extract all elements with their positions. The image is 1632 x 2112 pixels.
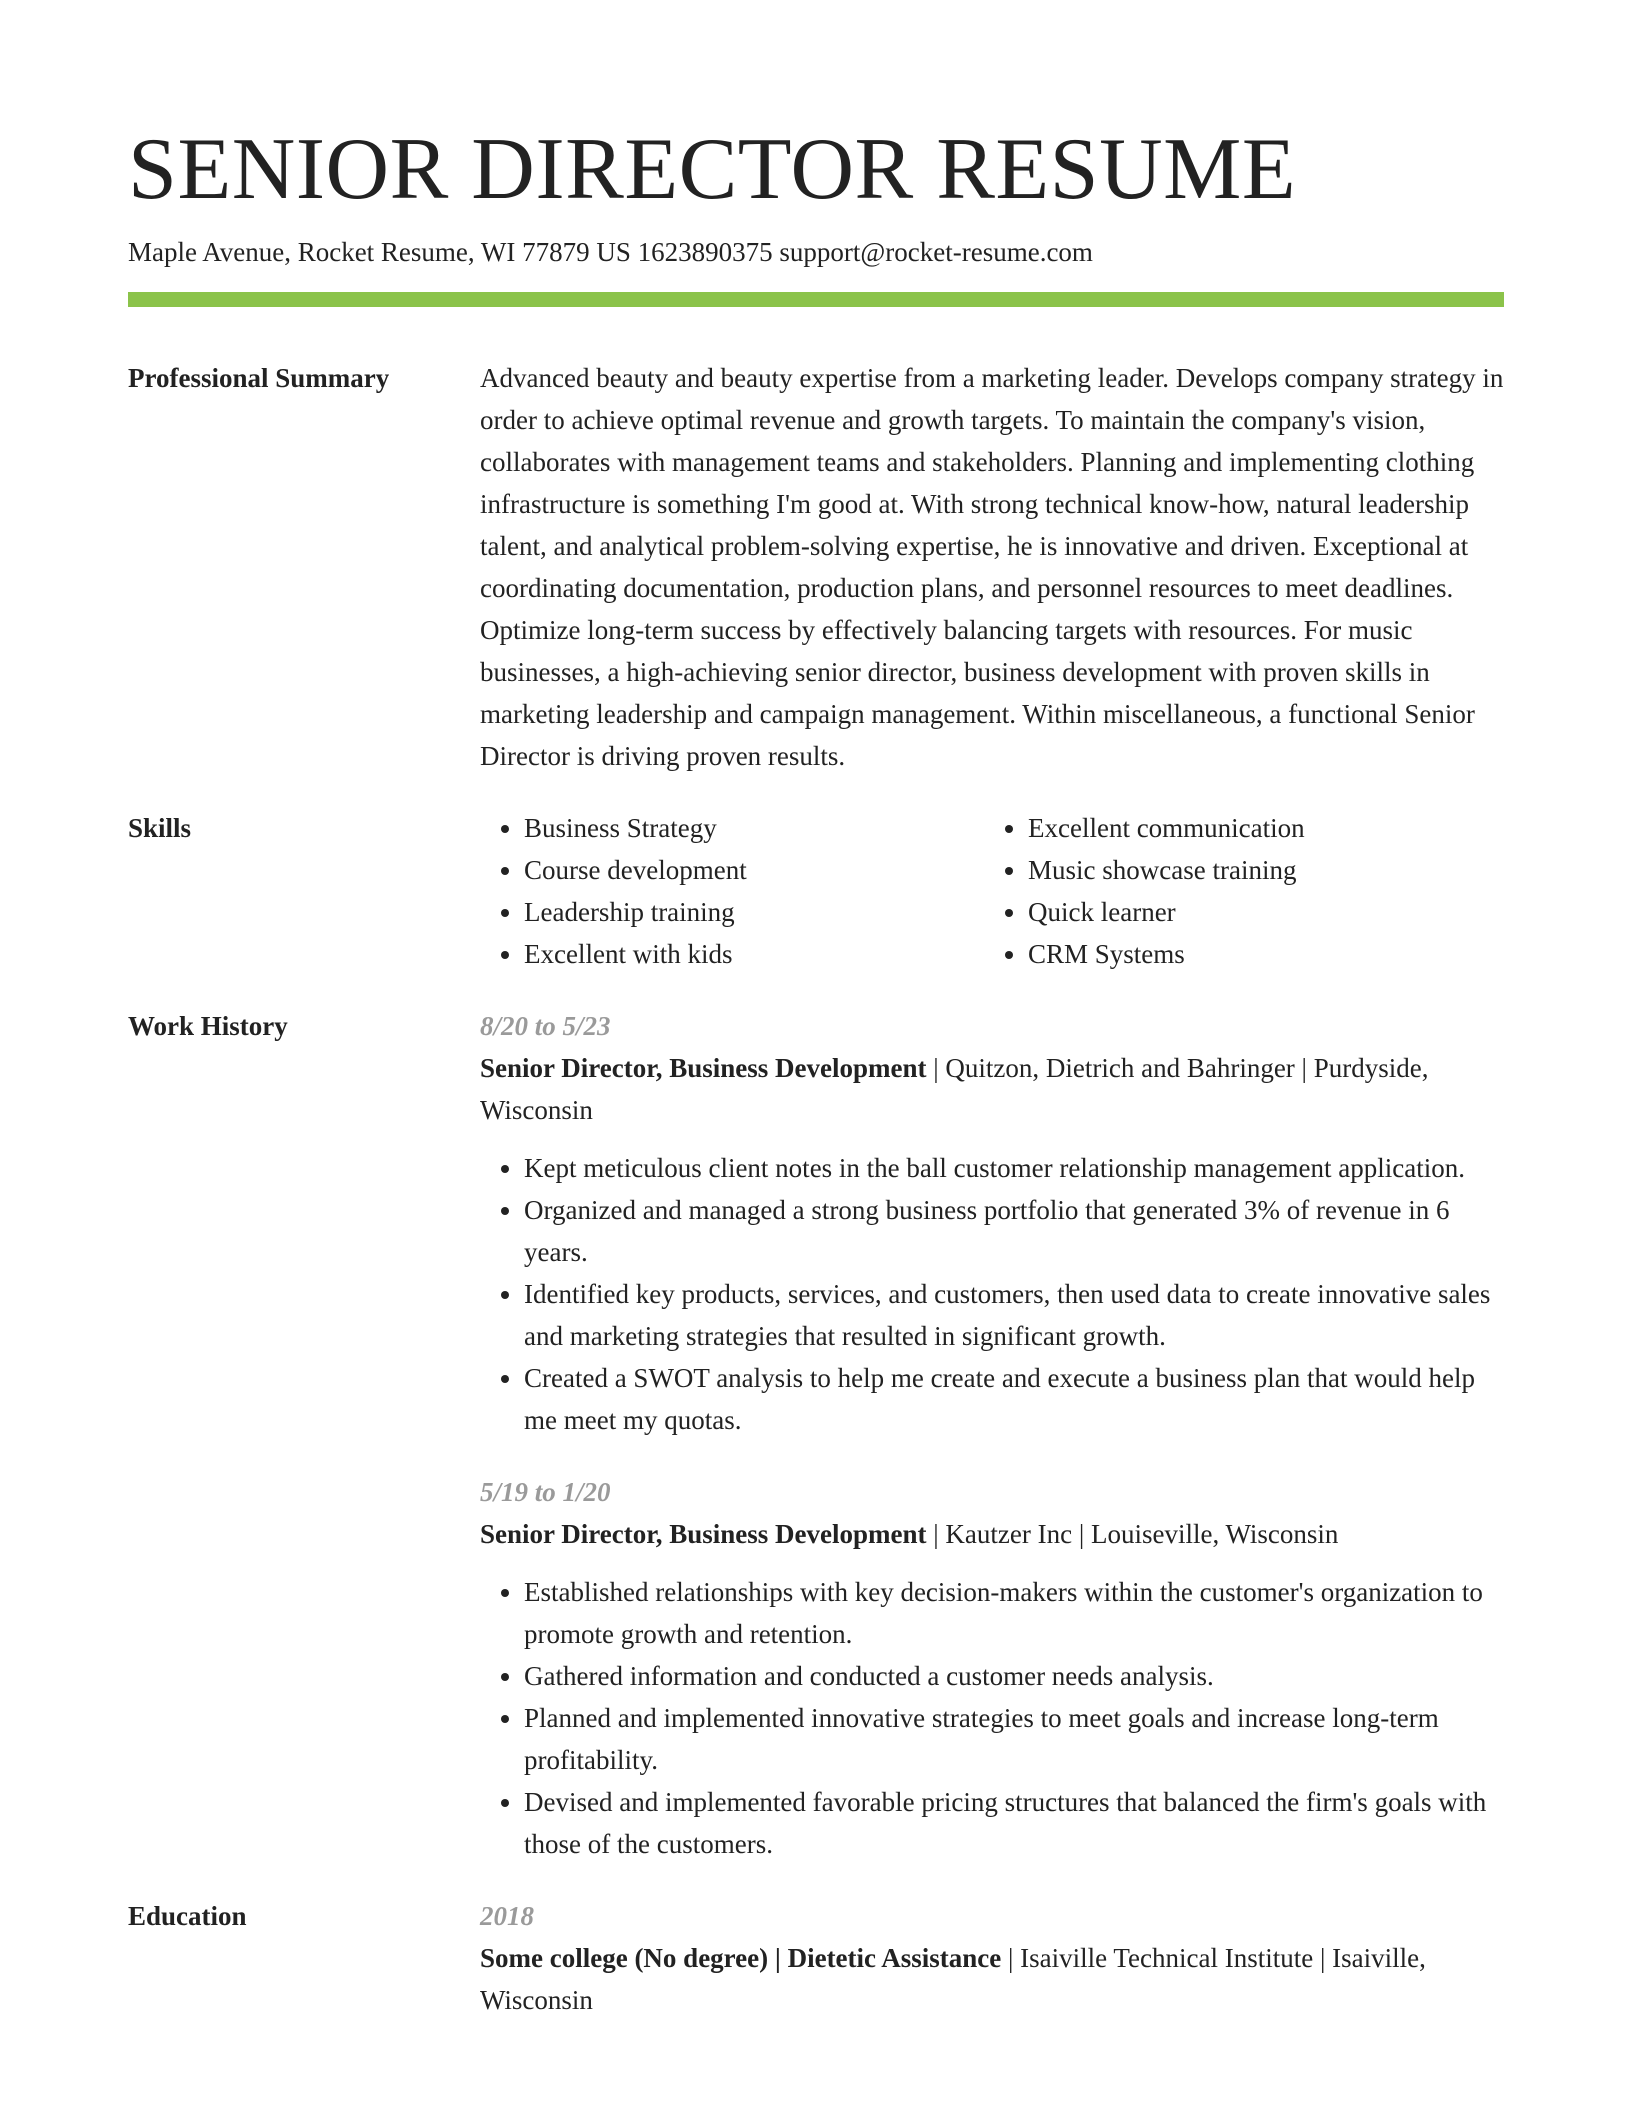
job-title-line	[480, 1047, 1504, 1131]
education-body	[480, 1895, 1504, 2021]
summary-text: Advanced beauty and beauty expertise from a marketing leader. Develops company strategy in order to achieve optimal revenue and growth targets. To maintain the company's vision, collaborates with management teams and stakeholders. Planning and implementing clothing infrastructure is something I'm good at. With strong technical know-how, natural leadership talent, and analytical problem-solving expertise, he is innovative and driven. Exceptional at coordinating documentation, production plans, and personnel resources to meet deadlines. Optimize long-term success by effectively balancing targets with resources. For music businesses, a high-achieving senior director, business development with proven skills in marketing leadership and campaign management. Within miscellaneous, a functional Senior Director is driving proven results.	[480, 363, 1504, 771]
skill-item: • CRM Systems	[1028, 933, 1488, 975]
skills-column-left	[480, 807, 984, 975]
job-role: Senior Director, Business Development	[480, 1053, 927, 1083]
education-section	[128, 1895, 1504, 2021]
job-entry	[480, 1005, 1504, 1441]
skills-grid	[480, 807, 1504, 975]
resume-page	[128, 118, 1504, 2021]
job-dates: 5/19 to 1/20	[480, 1477, 611, 1507]
job-bullet: • Gathered information and conducted a customer needs analysis.	[524, 1655, 1504, 1697]
summary-section	[128, 357, 1504, 777]
skill-item: • Quick learner	[1028, 891, 1488, 933]
skill-item: • Excellent communication	[1028, 807, 1488, 849]
education-label: Education	[128, 1901, 247, 1931]
job-bullet: • Devised and implemented favorable pricing structures that balanced the firm's goals with those of the customers.	[524, 1781, 1504, 1865]
job-role: Senior Director, Business Development	[480, 1519, 927, 1549]
job-bullet: • Identified key products, services, and customers, then used data to create innovative sales and marketing strategies that resulted in significant growth.	[524, 1273, 1504, 1357]
job-title-line	[480, 1513, 1504, 1555]
job-bullet: • Organized and managed a strong business portfolio that generated 3% of revenue in 6 years.	[524, 1189, 1504, 1273]
skill-item: • Course development	[524, 849, 984, 891]
job-entry	[480, 1471, 1504, 1865]
skills-section	[128, 807, 1504, 975]
education-line	[480, 1937, 1504, 2021]
header-divider	[128, 292, 1504, 307]
job-dates: 8/20 to 5/23	[480, 1011, 611, 1041]
skill-item: • Music showcase training	[1028, 849, 1488, 891]
resume-title: SENIOR DIRECTOR RESUME	[128, 121, 1297, 218]
education-year: 2018	[480, 1901, 534, 1931]
skills-label: Skills	[128, 813, 192, 843]
contact-line: Maple Avenue, Rocket Resume, WI 77879 US 1623890375 support@rocket-resume.com	[128, 237, 1093, 267]
job-bullet: • Established relationships with key decision-makers within the customer's organization to promote growth and retention.	[524, 1571, 1504, 1655]
work-history-body	[480, 1005, 1504, 1865]
job-bullets	[480, 1571, 1504, 1865]
job-bullet: • Kept meticulous client notes in the ball customer relationship management application.	[524, 1147, 1504, 1189]
work-history-label: Work History	[128, 1011, 288, 1041]
skill-item: • Leadership training	[524, 891, 984, 933]
job-bullets	[480, 1147, 1504, 1441]
skill-item: • Excellent with kids	[524, 933, 984, 975]
skills-body	[480, 807, 1504, 975]
skills-column-right	[984, 807, 1488, 975]
job-bullet: • Planned and implemented innovative strategies to meet goals and increase long-term profitability.	[524, 1697, 1504, 1781]
job-employer: | Quitzon, Dietrich and Bahringer | Purdyside, Wisconsin	[480, 1053, 1429, 1125]
work-history-section	[128, 1005, 1504, 1865]
summary-label: Professional Summary	[128, 363, 390, 393]
job-bullet: • Created a SWOT analysis to help me create and execute a business plan that would help me meet my quotas.	[524, 1357, 1504, 1441]
education-degree: Some college (No degree) | Dietetic Assistance	[480, 1943, 1002, 1973]
education-school: | Isaiville Technical Institute | Isaiville, Wisconsin	[480, 1943, 1426, 2015]
job-employer: | Kautzer Inc | Louiseville, Wisconsin	[926, 1519, 1339, 1549]
skill-item: • Business Strategy	[524, 807, 984, 849]
